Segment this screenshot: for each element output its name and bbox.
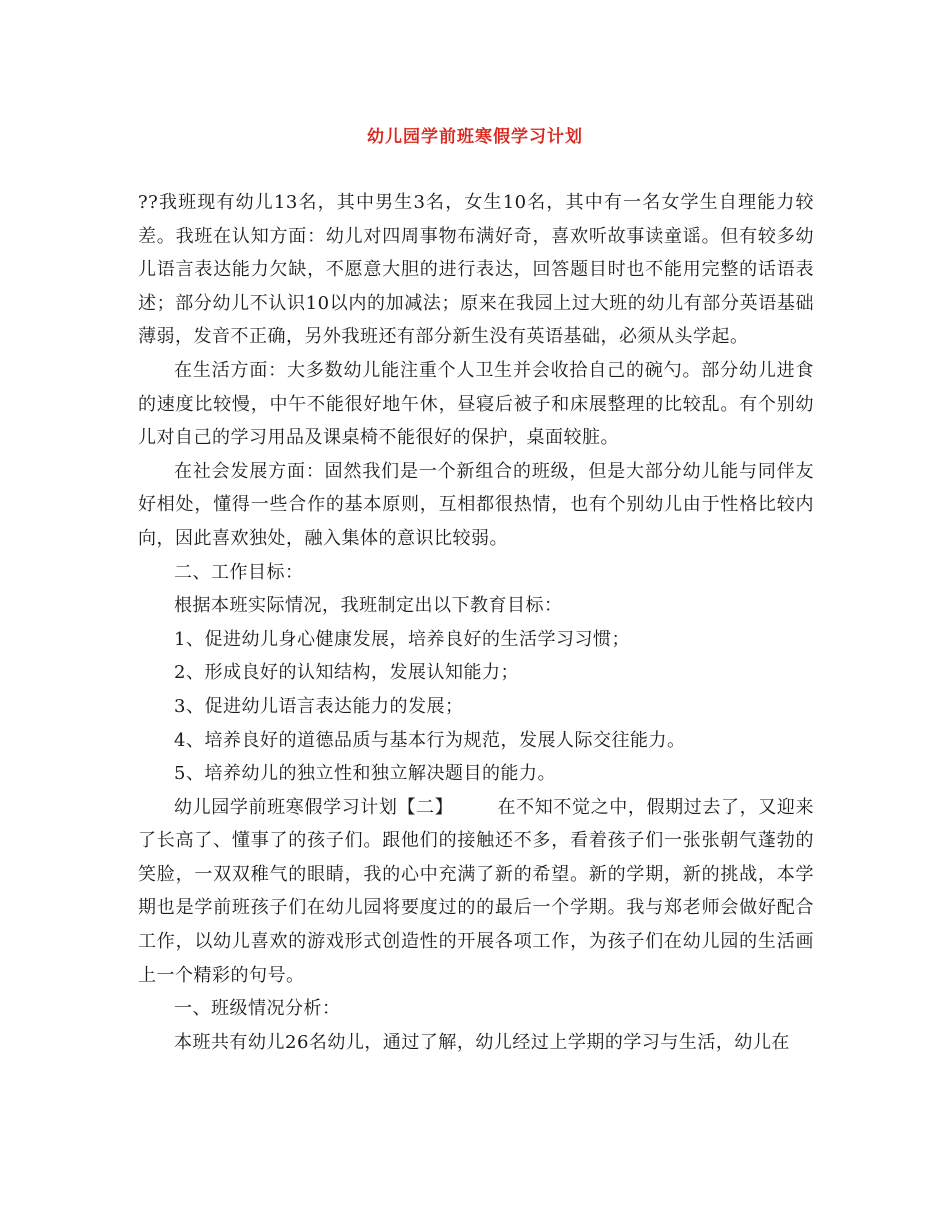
document-title: 幼儿园学前班寒假学习计划 — [367, 127, 583, 147]
document-body — [138, 186, 814, 1059]
goal-item-5: 5、培养幼儿的独立性和独立解决题目的能力。 — [174, 763, 556, 785]
goal-item-1: 1、促进幼儿身心健康发展，培养良好的生活学习习惯； — [174, 628, 630, 650]
paragraph-class-overview: ??我班现有幼儿13名，其中男生3名，女生10名，其中有一名女学生自理能力较差。我班在认知方面：幼儿对四周事物布满好奇，喜欢听故事读童谣。但有较多幼儿语言表达能力欠缺，不愿意大胆的进行表达，回答题目时也不能用完整的话语表述；部分幼儿不认识10以内的加减法；原来在我园上过大班的幼儿有部分英语基础薄弱，发音不正确，另外我班还有部分新生没有英语基础，必须从头学起。 — [138, 192, 814, 348]
goal-item-3: 3、促进幼儿语言表达能力的发展； — [174, 695, 464, 717]
paragraph-section2 — [138, 791, 814, 993]
section2-heading: 幼儿园学前班寒假学习计划【二】 — [174, 796, 454, 818]
heading-work-goals: 二、工作目标： — [174, 561, 304, 583]
paragraph-social-aspect: 在社会发展方面：固然我们是一个新组合的班级，但是大部分幼儿能与同伴友好相处，懂得一些合作的基本原则，互相都很热情，也有个别幼儿由于性格比较内向，因此喜欢独处，融入集体的意识比较弱。 — [138, 460, 814, 549]
paragraph-life-aspect: 在生活方面：大多数幼儿能注重个人卫生并会收拾自己的碗勺。部分幼儿进食的速度比较慢，中午不能很好地午休，昼寝后被子和床展整理的比较乱。有个别幼儿对自己的学习用品及课桌椅不能很好的保护，桌面较脏。 — [138, 359, 814, 449]
paragraph-goals-intro: 根据本班实际情况，我班制定出以下教育目标： — [174, 595, 563, 617]
goal-item-4: 4、培养良好的道德品质与基本行为规范，发展人际交往能力。 — [174, 729, 686, 751]
goal-item-2: 2、形成良好的认知结构，发展认知能力； — [174, 662, 519, 684]
heading-class-analysis: 一、班级情况分析： — [174, 998, 341, 1020]
paragraph-class-analysis: 本班共有幼儿26名幼儿，通过了解，幼儿经过上学期的学习与生活，幼儿在 — [174, 1031, 790, 1053]
section2-intro: 在不知不觉之中，假期过去了，又迎来了长高了、懂事了的孩子们。跟他们的接触还不多，看着孩子们一张张朝气蓬勃的笑脸，一双双稚气的眼睛，我的心中充满了新的希望。新的学期，新的挑战，本学期也是学前班孩子们在幼儿园将要度过的的最后一个学期。我与郑老师会做好配合工作，以幼儿喜欢的游戏形式创造性的开展各项工作，为孩子们在幼儿园的生活画上一个精彩的句号。 — [138, 796, 814, 986]
